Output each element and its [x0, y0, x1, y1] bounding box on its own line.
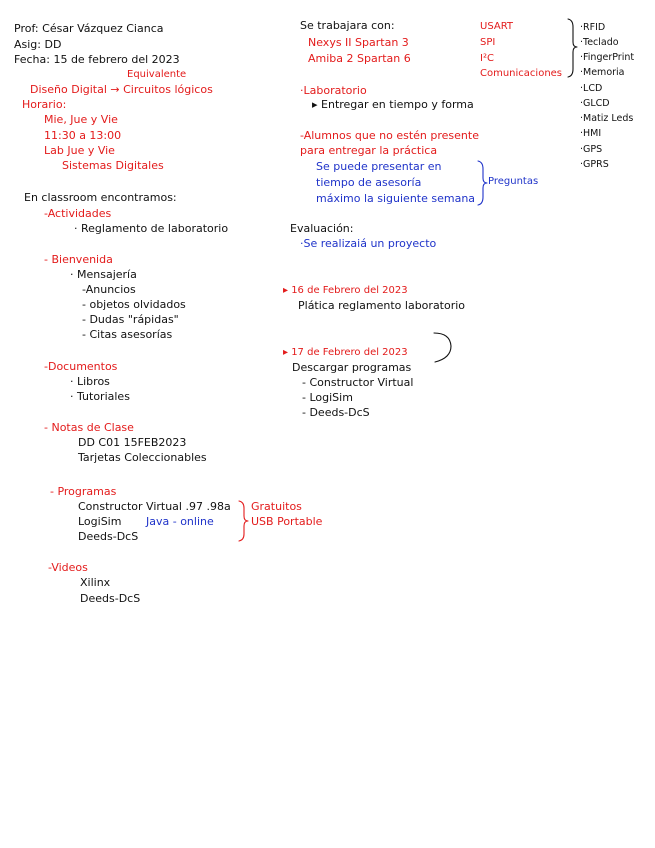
- lab-line: Lab Jue y Vie: [44, 144, 115, 157]
- alumnos-line-1: -Alumnos que no estén presente: [300, 129, 479, 142]
- laboratorio-item: ▸ Entregar en tiempo y forma: [312, 98, 474, 111]
- modules-brace: [566, 18, 578, 78]
- list-item: Constructor Virtual .97 .98a: [78, 500, 231, 513]
- list-item: · Libros: [70, 375, 110, 388]
- protocol-item: I²C: [480, 53, 494, 64]
- list-item: Deeds-DcS: [80, 592, 141, 605]
- list-item: Tarjetas Coleccionables: [78, 451, 207, 464]
- java-note: Java - online: [146, 515, 214, 528]
- trabajara-line: Se trabajara con:: [300, 19, 395, 32]
- bienvenida-title: - Bienvenida: [44, 253, 113, 266]
- puede-line-1: Se puede presentar en: [316, 160, 442, 173]
- horario-dias: Mie, Jue y Vie: [44, 113, 118, 126]
- prof-line: Prof: César Vázquez Cianca: [14, 22, 164, 35]
- list-item: -Anuncios: [82, 283, 136, 296]
- videos-title: -Videos: [48, 561, 88, 574]
- module-item: ·RFID: [580, 22, 606, 33]
- feb16-line: ▸ 16 de Febrero del 2023: [283, 285, 408, 296]
- actividades-item: · Reglamento de laboratorio: [74, 222, 229, 235]
- puede-line-3: máximo la siguiente semana: [316, 192, 476, 205]
- sistemas-line: Sistemas Digitales: [62, 159, 164, 172]
- gratuitos-note: Gratuitos: [251, 500, 302, 513]
- module-item: ·GLCD: [580, 98, 610, 109]
- module-item: ·FingerPrint: [580, 52, 635, 63]
- module-item: ·GPRS: [580, 159, 609, 170]
- usb-note: USB Portable: [251, 515, 323, 528]
- laboratorio-title: ·Laboratorio: [300, 84, 367, 97]
- horario-label: Horario:: [22, 98, 67, 111]
- puede-line-2: tiempo de asesoría: [316, 176, 422, 189]
- module-item: ·LCD: [580, 83, 603, 94]
- feb17-line: ▸ 17 de Febrero del 2023: [283, 347, 408, 358]
- classroom-title: En classroom encontramos:: [24, 191, 177, 204]
- documentos-title: -Documentos: [44, 360, 118, 373]
- module-item: ·GPS: [580, 144, 603, 155]
- programas-title: - Programas: [50, 485, 117, 498]
- list-item: Deeds-DcS: [78, 530, 139, 543]
- nexys-line: Nexys II Spartan 3: [308, 36, 409, 49]
- fecha-line: Fecha: 15 de febrero del 2023: [14, 53, 180, 66]
- list-item: - Constructor Virtual: [302, 376, 414, 389]
- protocol-item: Comunicaciones: [480, 68, 563, 79]
- preguntas-note: Preguntas: [488, 176, 539, 187]
- module-item: ·HMI: [580, 128, 602, 139]
- bienvenida-sub: · Mensajería: [70, 268, 137, 281]
- equivalente-note: Equivalente: [127, 69, 187, 80]
- list-item: - LogiSim: [302, 391, 353, 404]
- preguntas-brace: [476, 160, 488, 206]
- list-item: LogiSim: [78, 515, 122, 528]
- horario-horas: 11:30 a 13:00: [44, 129, 122, 142]
- list-item: DD C01 15FEB2023: [78, 436, 187, 449]
- module-item: ·Matiz Leds: [580, 113, 634, 124]
- amiba-line: Amiba 2 Spartan 6: [308, 52, 411, 65]
- descargar-line: Descargar programas: [292, 361, 412, 374]
- module-item: ·Teclado: [580, 37, 619, 48]
- list-item: - Deeds-DcS: [302, 406, 370, 419]
- programas-brace: [237, 500, 249, 542]
- list-item: Xilinx: [80, 576, 111, 589]
- protocol-item: USART: [480, 21, 514, 32]
- list-item: - Citas asesorías: [82, 328, 173, 341]
- actividades-title: -Actividades: [44, 207, 112, 220]
- asig-line: Asig: DD: [14, 38, 62, 51]
- protocol-item: SPI: [480, 37, 496, 48]
- proyecto-line: ·Se realizaiá un proyecto: [300, 237, 437, 250]
- list-item: - Dudas "rápidas": [82, 313, 179, 326]
- platica-line: Plática reglamento laboratorio: [298, 299, 466, 312]
- notas-title: - Notas de Clase: [44, 421, 134, 434]
- evaluacion-title: Evaluación:: [290, 222, 354, 235]
- arrow-curve: [432, 330, 456, 364]
- diseno-line: Diseño Digital → Circuitos lógicos: [30, 83, 213, 96]
- alumnos-line-2: para entregar la práctica: [300, 144, 438, 157]
- module-item: ·Memoria: [580, 67, 625, 78]
- list-item: · Tutoriales: [70, 390, 130, 403]
- list-item: - objetos olvidados: [82, 298, 186, 311]
